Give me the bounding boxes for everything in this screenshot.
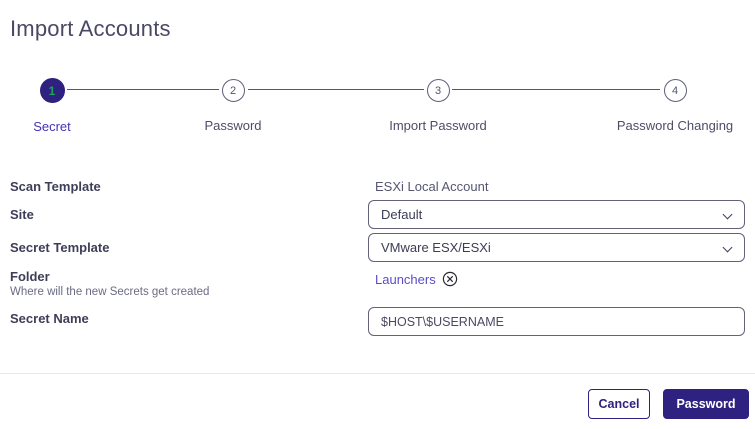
step-label: Secret (33, 119, 71, 134)
step-label: Password Changing (616, 118, 734, 133)
cancel-button[interactable]: Cancel (588, 389, 650, 419)
folder-link[interactable]: Launchers (375, 271, 436, 287)
folder-value-row (375, 271, 458, 287)
chevron-down-icon (723, 243, 733, 253)
site-label: Site (10, 207, 34, 222)
step-label: Password (204, 118, 262, 133)
footer-divider (0, 373, 755, 374)
site-select-value: Default (381, 207, 423, 222)
step-label: Import Password (389, 118, 487, 133)
stepper-step-password-changing[interactable] (590, 78, 755, 133)
wizard-stepper (0, 0, 755, 140)
folder-hint: Where will the new Secrets get created (10, 286, 210, 298)
secret-name-input[interactable] (368, 307, 745, 336)
secret-template-label: Secret Template (10, 240, 110, 255)
secret-template-select[interactable] (368, 233, 745, 262)
scan-template-value: ESXi Local Account (375, 179, 489, 194)
step-number-badge: 1 (40, 78, 65, 103)
stepper-step-secret[interactable] (0, 78, 137, 134)
page-title: Import Accounts (10, 16, 171, 41)
step-number-badge: 3 (427, 79, 450, 102)
step-number-badge: 4 (664, 79, 687, 102)
stepper-step-password[interactable] (148, 78, 318, 133)
circle-x-icon[interactable] (442, 271, 458, 287)
stepper-step-import-password[interactable] (353, 78, 523, 133)
chevron-down-icon (723, 210, 733, 220)
site-select[interactable] (368, 200, 745, 229)
folder-label: Folder (10, 269, 50, 284)
step-number-badge: 2 (222, 79, 245, 102)
secret-template-select-value: VMware ESX/ESXi (381, 240, 491, 255)
password-submit-button[interactable]: Password (663, 389, 749, 419)
secret-name-label: Secret Name (10, 311, 89, 326)
scan-template-label: Scan Template (10, 179, 101, 194)
